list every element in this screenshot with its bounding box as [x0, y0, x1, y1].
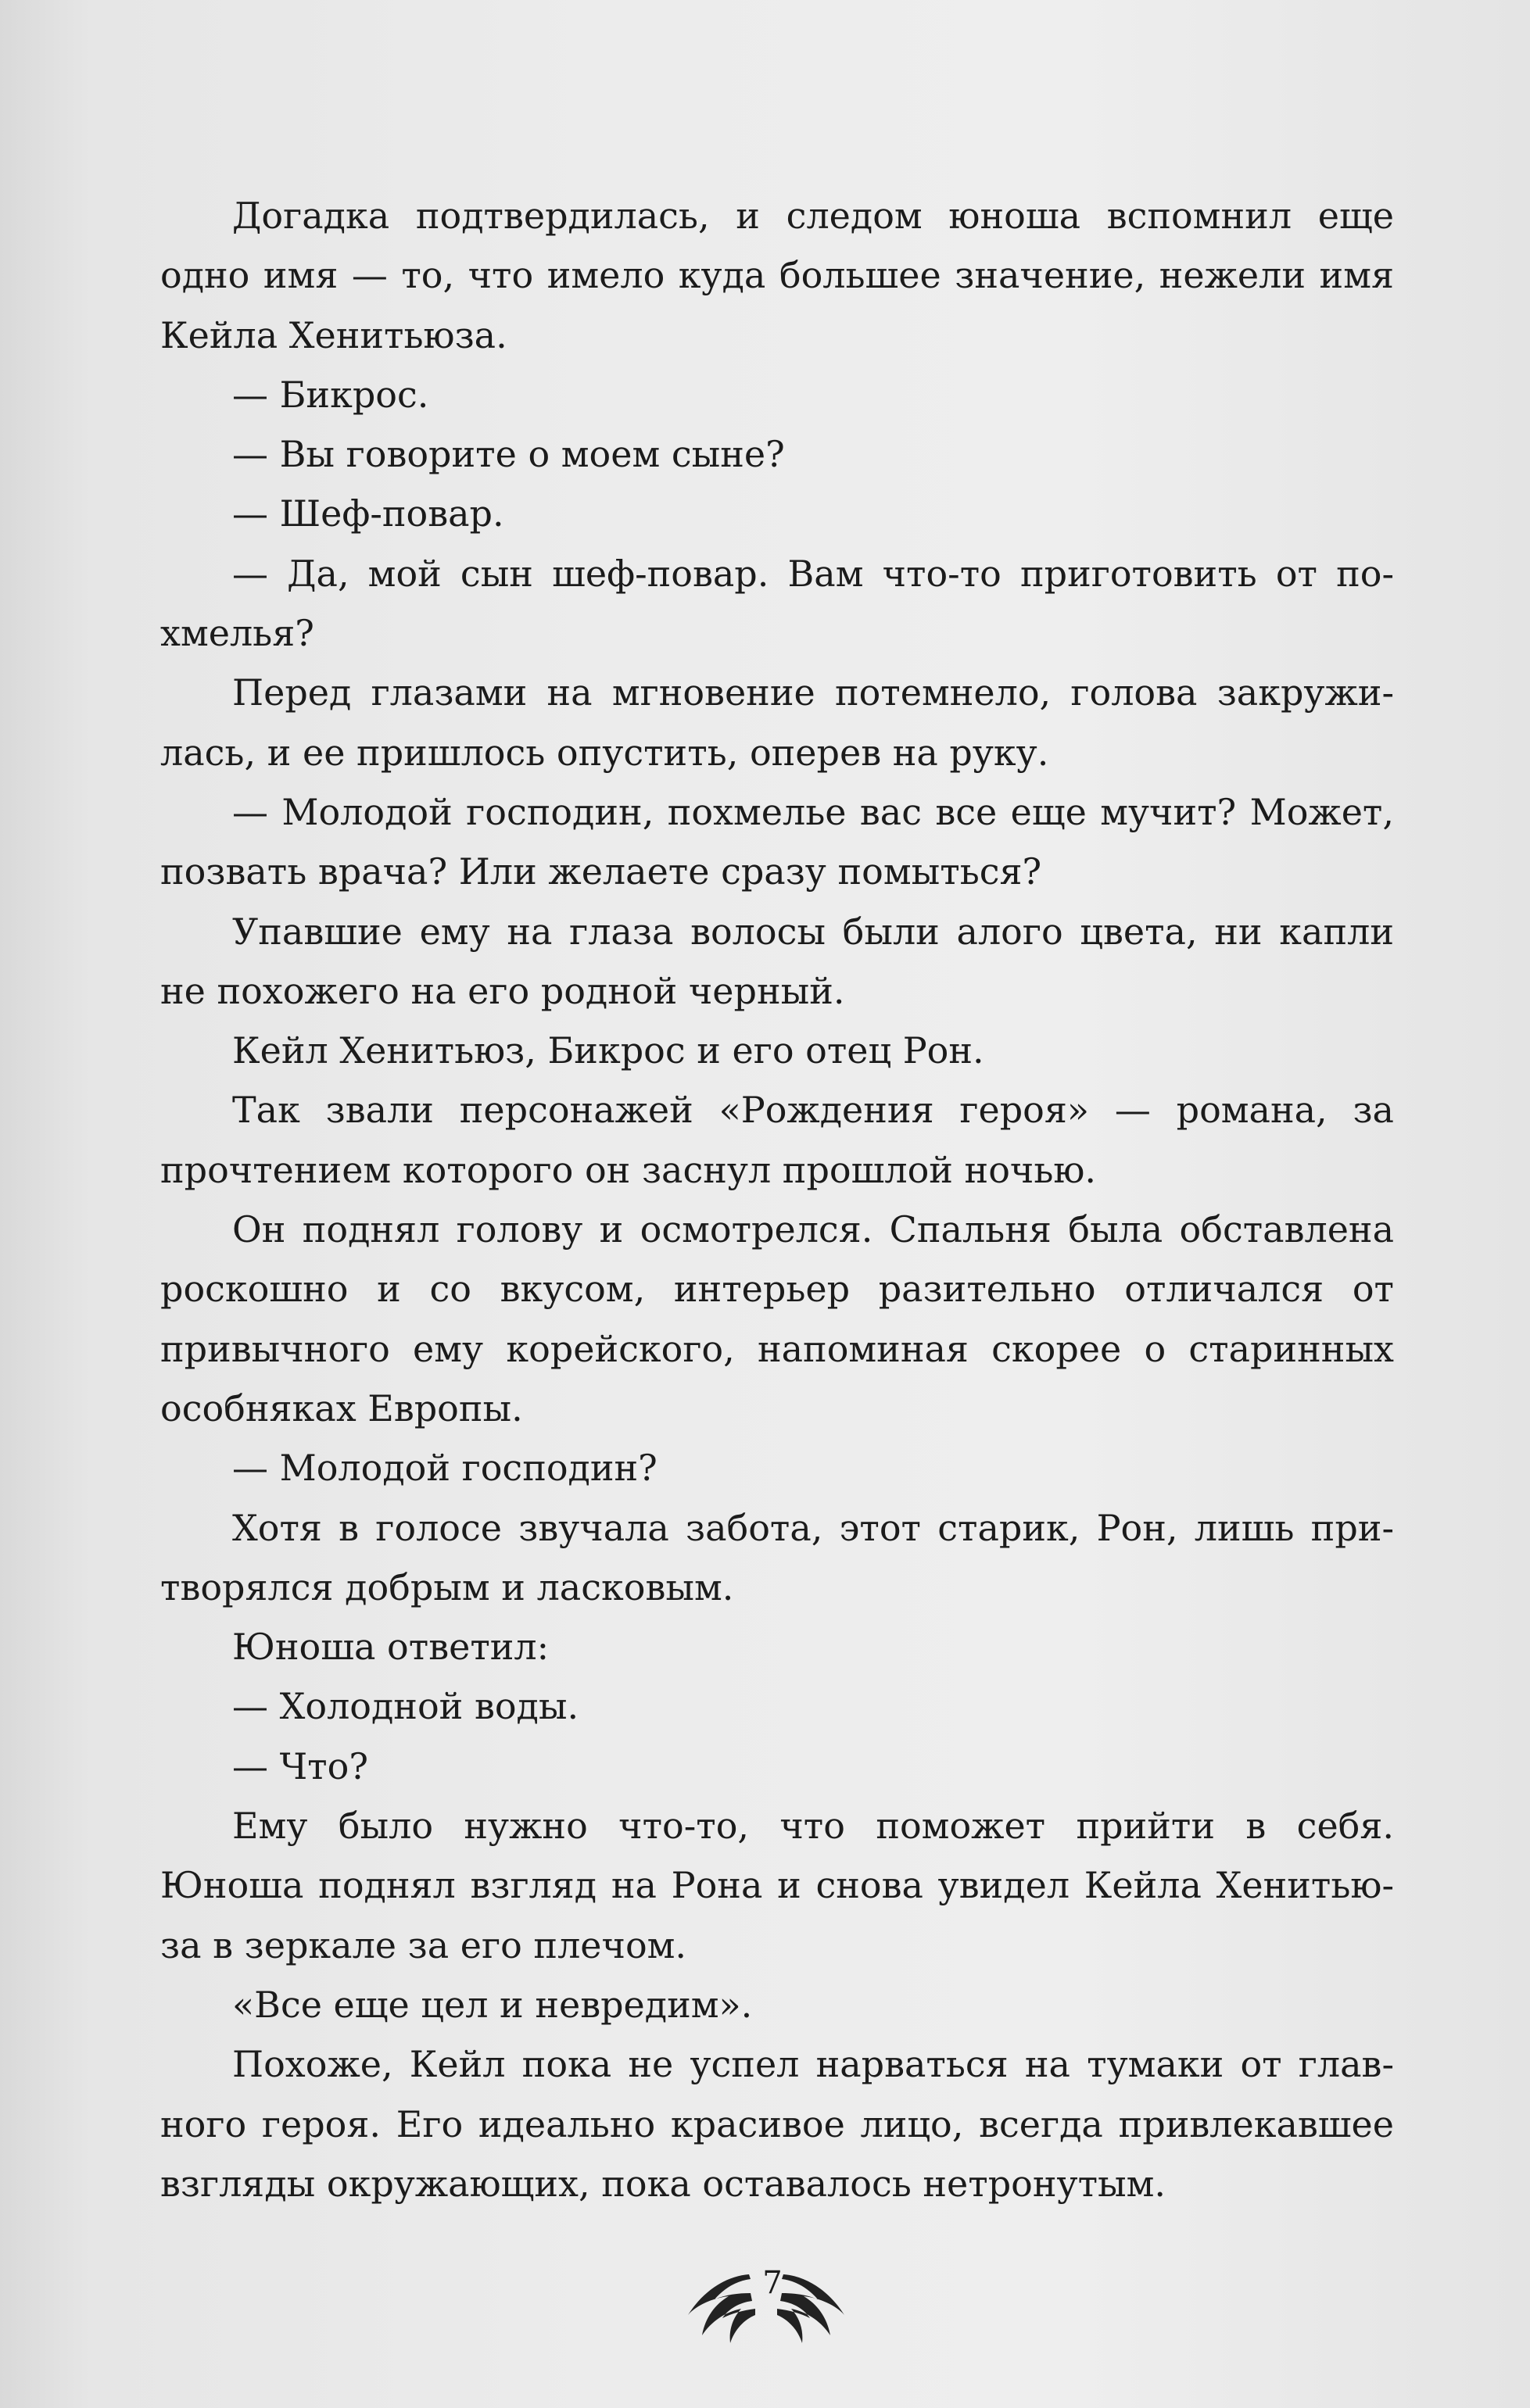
paragraph-14: Юноша ответил: [232, 1626, 550, 1669]
paragraph-18: «Все еще цел и невредим». [232, 1983, 753, 2026]
paragraph-6: Перед глазами на мгновение потемнело, голова закружилась, и ее пришлось опустить, оперев на руку. [160, 671, 1394, 774]
paragraph-1: Догадка подтвердилась, и следом юноша вспомнил еще одно имя — то, что имело куда большее значение, нежели имя Кейла Хенитьюза. [160, 195, 1394, 356]
paragraph-16: — Что? [232, 1744, 368, 1787]
paragraph-10: Так звали персонажей «Рождения героя» — романа, за прочтением которого он заснул прошлой ночью. [160, 1089, 1394, 1191]
paragraph-19: Похоже, Кейл пока не успел нарваться на тумаки от главного героя. Его идеально красивое лицо, всегда привлекавшее взгляды окружающих, пока оставалось нетронутым. [160, 2043, 1394, 2205]
main-text [160, 186, 1394, 2213]
paragraph-15: — Холодной воды. [232, 1685, 579, 1728]
page-number: 7 [762, 2265, 783, 2301]
paragraph-9: Кейл Хенитьюз, Бикрос и его отец Рон. [232, 1029, 984, 1072]
paragraph-7: — Молодой господин, похмелье вас все еще мучит? Может, позвать врача? Или желаете сразу помыться? [160, 790, 1394, 893]
paragraph-11: Он поднял голову и осмотрелся. Спальня была обставлена роскошно и со вкусом, интерьер разительно отличался от привычного ему корейского, напоминая скорее о старинных особняках Европы. [160, 1208, 1394, 1429]
paragraph-12: — Молодой господин? [232, 1447, 658, 1490]
paragraph-4: — Шеф-повар. [232, 492, 504, 535]
paragraph-2: — Бикрос. [232, 373, 429, 416]
paragraph-8: Упавшие ему на глаза волосы были алого цвета, ни капли не похожего на его родной черный. [160, 910, 1394, 1012]
paragraph-13: Хотя в голосе звучала забота, этот старик, Рон, лишь притворялся добрым и ласковым. [160, 1506, 1394, 1608]
paragraph-5: — Да, мой сын шеф-повар. Вам что-то приготовить от похмелья? [160, 552, 1394, 655]
paragraph-3: — Вы говорите о моем сыне? [232, 433, 785, 476]
paragraph-17: Ему было нужно что-то, что поможет прийти в себя. Юноша поднял взгляд на Рона и снова увидел Кейла Хенитьюза в зеркале за его плечом. [160, 1805, 1394, 1966]
